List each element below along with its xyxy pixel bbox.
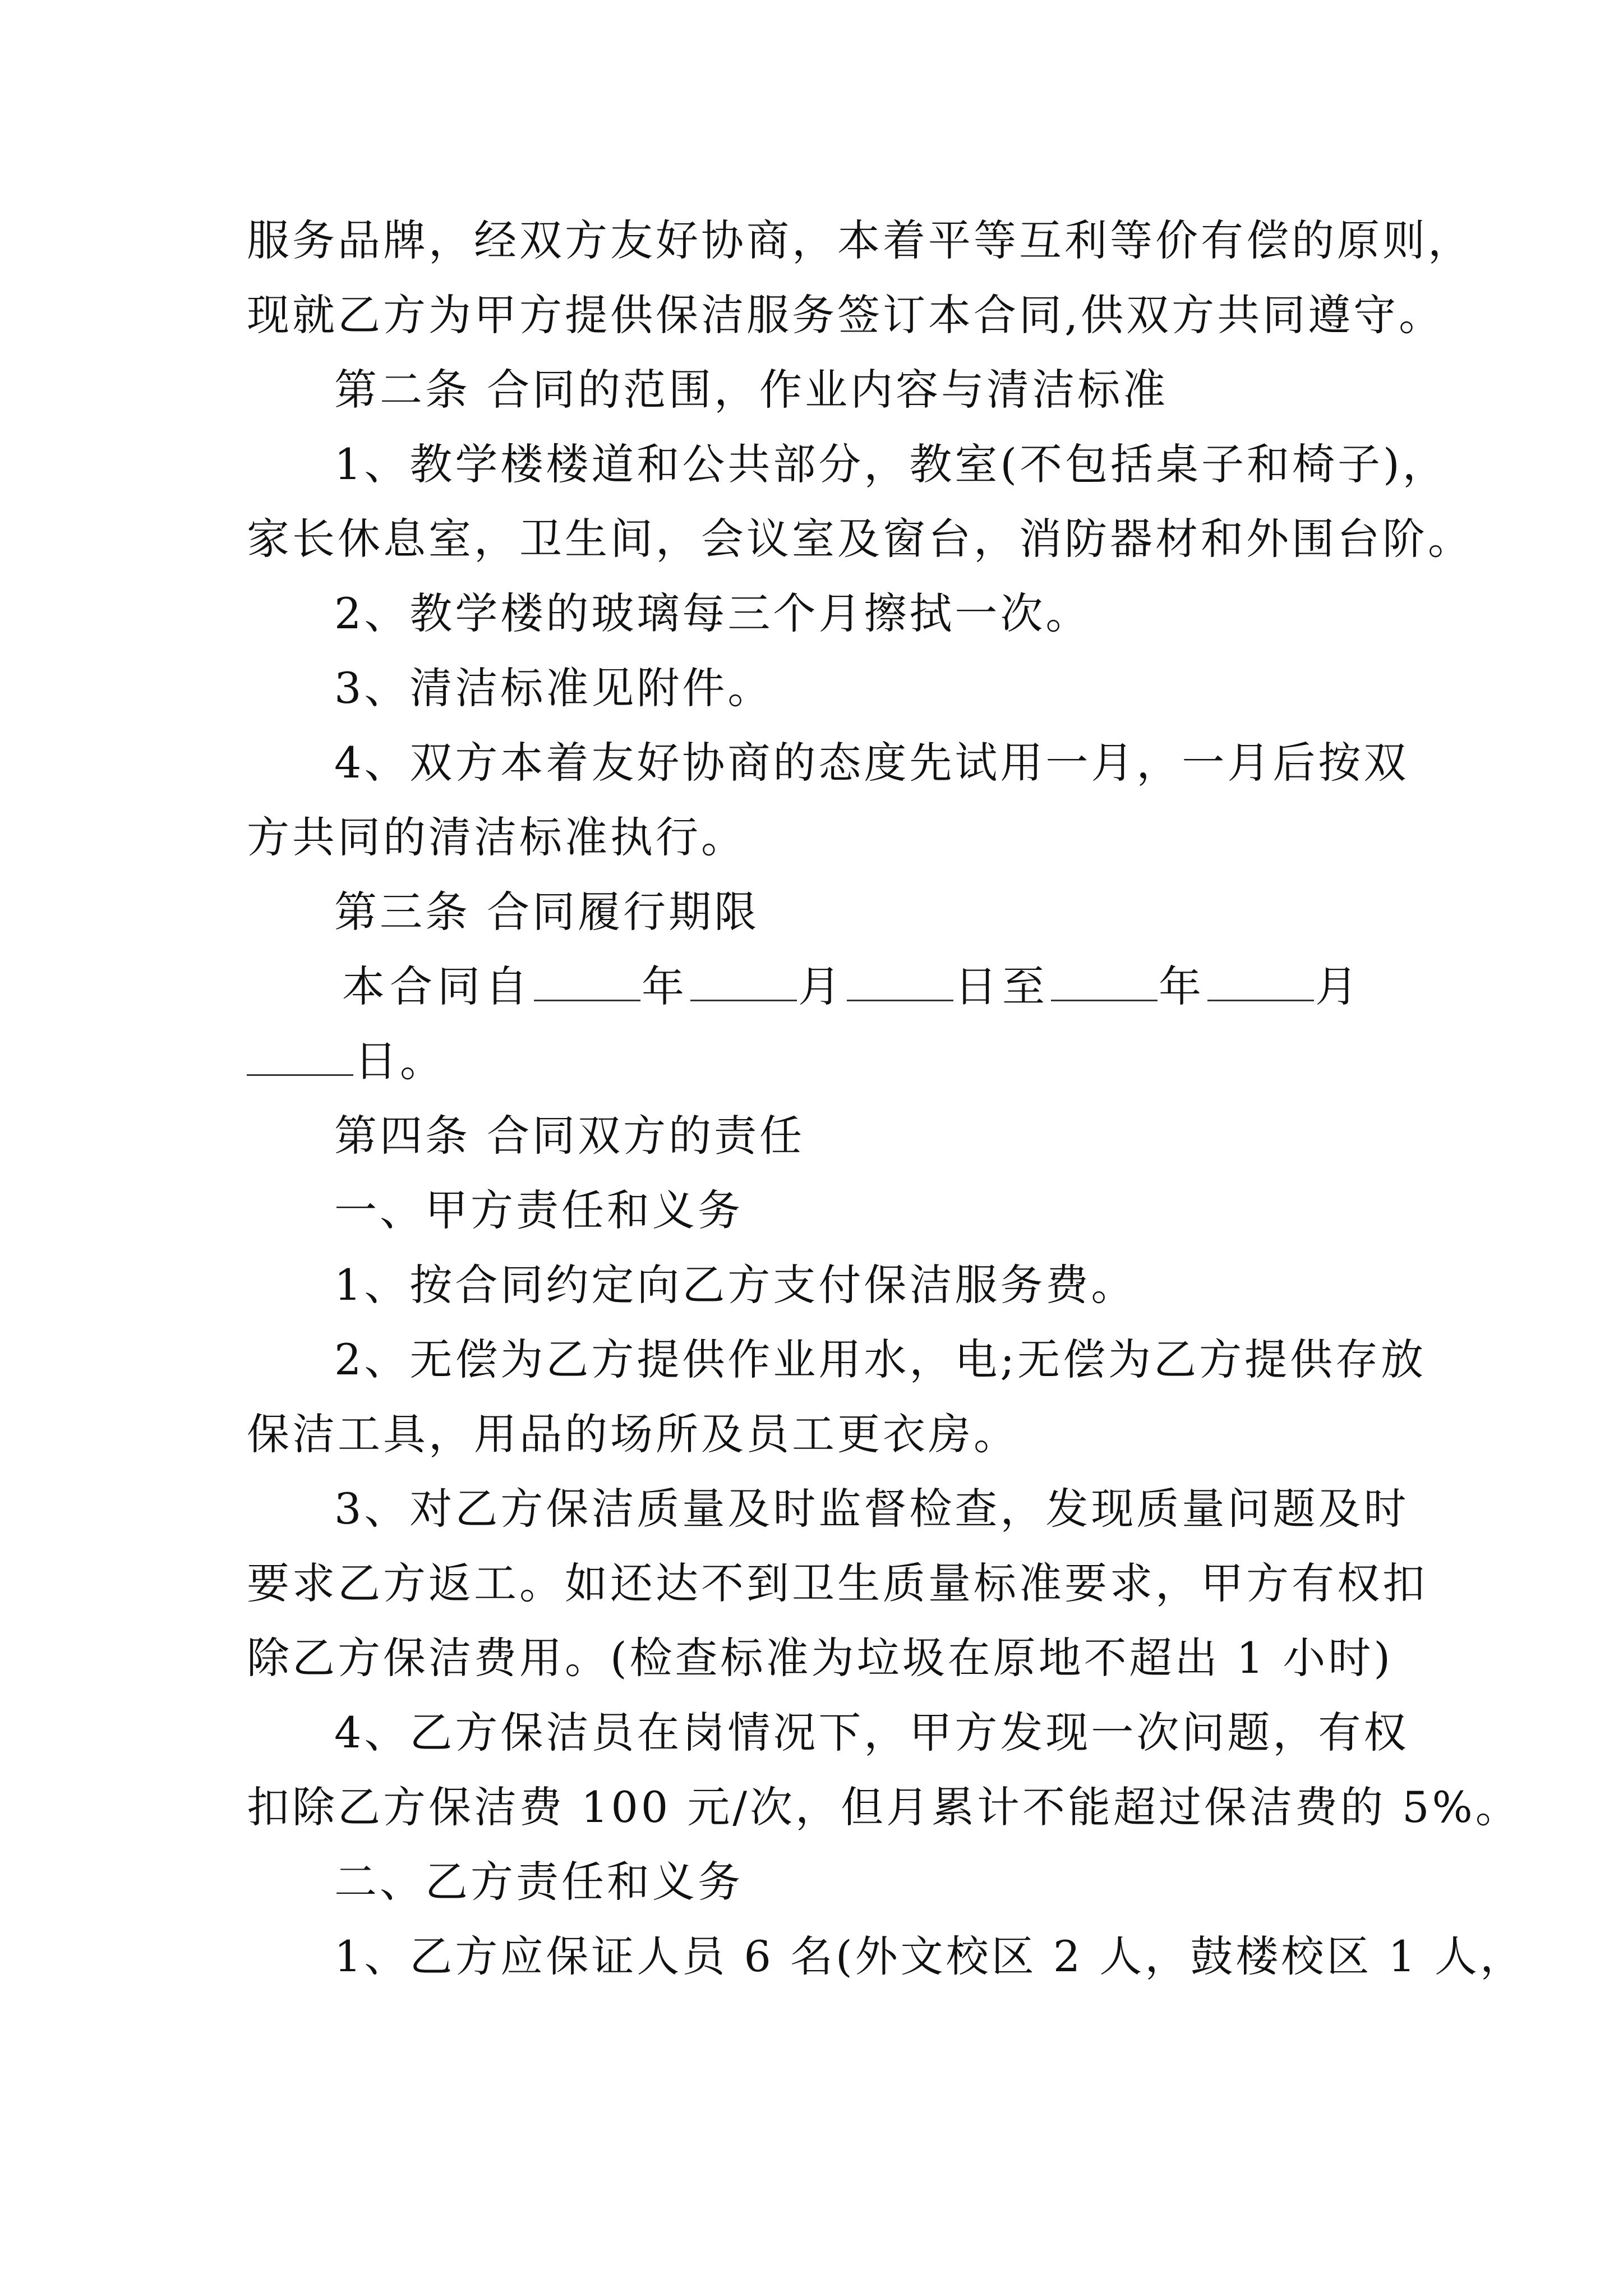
article-3-heading: 第三条 合同履行期限 <box>334 887 760 937</box>
party-a-heading: 一、甲方责任和义务 <box>334 1185 743 1235</box>
day-end-label: 日。 <box>354 1036 445 1086</box>
month-label: 月 <box>1315 961 1363 1011</box>
end-day-blank <box>247 1039 353 1076</box>
year-label: 年 <box>642 961 689 1011</box>
end-month-blank <box>1207 965 1314 1001</box>
party-b-heading: 二、乙方责任和义务 <box>334 1857 743 1907</box>
paragraph-line: 扣除乙方保洁费 100 元/次，但月累计不能超过保洁费的 5%。 <box>247 1782 1521 1832</box>
paragraph-line: 现就乙方为甲方提供保洁服务签订本合同,供双方共同遵守。 <box>247 290 1445 340</box>
start-day-blank <box>847 965 953 1001</box>
paragraph-line: 保洁工具，用品的场所及员工更衣房。 <box>247 1409 1019 1459</box>
start-month-blank <box>690 965 797 1001</box>
year-label: 年 <box>1159 961 1206 1011</box>
paragraph-line: 2、无偿为乙方提供作业用水，电;无偿为乙方提供存放 <box>334 1335 1426 1384</box>
paragraph-line: 方共同的清洁标准执行。 <box>247 812 746 862</box>
paragraph-line: 4、乙方保洁员在岗情况下，甲方发现一次问题，有权 <box>334 1708 1409 1757</box>
paragraph-line: 3、对乙方保洁质量及时监督检查，发现质量问题及时 <box>334 1484 1409 1534</box>
paragraph-line: 2、教学楼的玻璃每三个月擦拭一次。 <box>334 588 1091 638</box>
start-year-blank <box>534 965 640 1001</box>
contract-body <box>247 203 1526 1994</box>
paragraph-line: 1、教学楼楼道和公共部分，教室(不包括桌子和椅子)， <box>334 439 1448 489</box>
day-to-label: 日至 <box>955 961 1050 1011</box>
month-label: 月 <box>798 961 846 1011</box>
paragraph-line: 要求乙方返工。如还达不到卫生质量标准要求，甲方有权扣 <box>247 1558 1428 1608</box>
paragraph-line: 3、清洁标准见附件。 <box>334 663 773 713</box>
end-year-blank <box>1051 965 1158 1001</box>
date-prefix: 本合同自 <box>342 961 533 1011</box>
article-4-heading: 第四条 合同双方的责任 <box>334 1111 805 1161</box>
paragraph-line: 1、乙方应保证人员 6 名(外文校区 2 人，鼓楼校区 1 人， <box>334 1931 1526 1981</box>
paragraph-line: 1、按合同约定向乙方支付保洁服务费。 <box>334 1260 1137 1310</box>
paragraph-line: 除乙方保洁费用。(检查标准为垃圾在原地不超出 1 小时) <box>247 1633 1393 1683</box>
paragraph-line: 服务品牌，经双方友好协商，本着平等互利等价有偿的原则， <box>247 215 1473 265</box>
contract-period-line <box>247 949 1447 1024</box>
paragraph-line: 家长休息室，卫生间，会议室及窗台，消防器材和外围台阶。 <box>247 514 1473 564</box>
paragraph-line: 4、双方本着友好协商的态度先试用一月，一月后按双 <box>334 738 1409 788</box>
contract-period-line-end <box>247 1024 1447 1098</box>
article-2-heading: 第二条 合同的范围，作业内容与清洁标准 <box>334 365 1169 415</box>
